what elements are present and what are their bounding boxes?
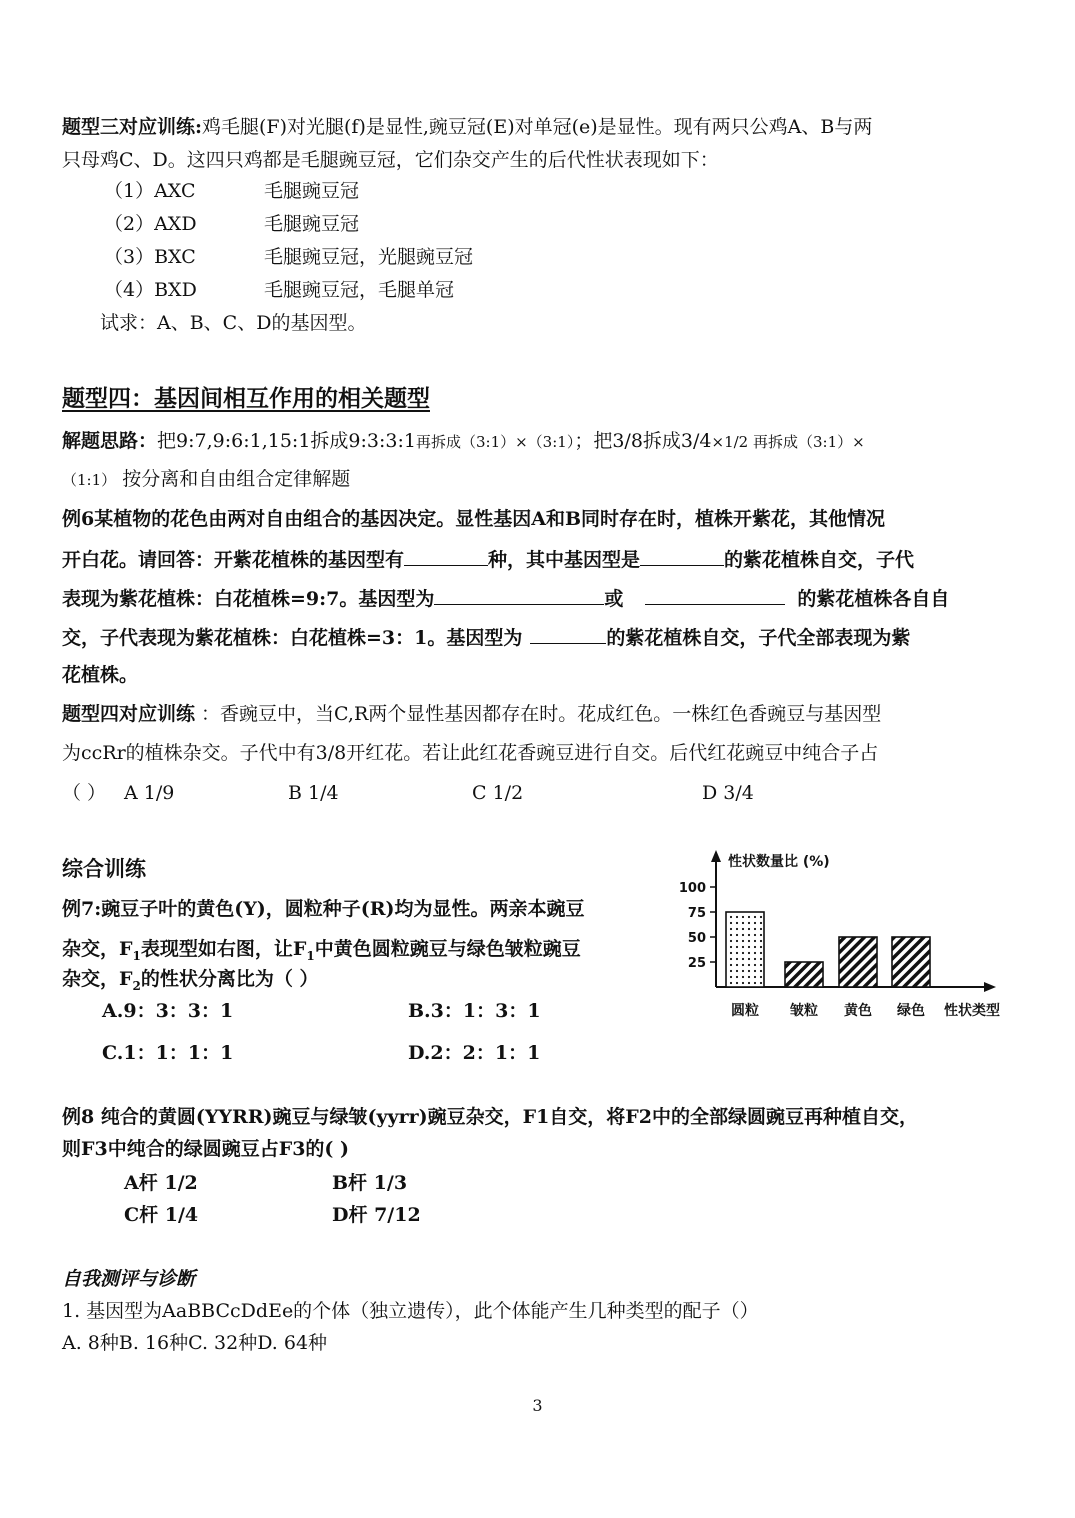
train4-line2: 为ccRr的植株杂交。子代中有3/8开红花。若让此红花香豌豆进行自交。后代红花豌豆中纯合子占 xyxy=(62,742,879,764)
s3-text1: 鸡毛腿(F)对光腿(f)是显性,豌豆冠(E)对单冠(e)是显性。现有两只公鸡A、B与两 xyxy=(202,116,873,138)
tip2-b: 按分离和自由组合定律解题 xyxy=(116,468,351,490)
answer-blank-5[interactable] xyxy=(530,623,606,644)
ex6-l3c: 的紫花植株各自自 xyxy=(797,588,950,610)
ex7-l2a: 杂交，F xyxy=(62,938,133,960)
ex7-option-a: A.9：3：3：1 xyxy=(102,1000,234,1022)
ex6-l3a: 表现为紫花植株：白花植株=9:7。基因型为 xyxy=(62,588,435,610)
option-d: D 3/4 xyxy=(702,782,754,804)
bar-chart xyxy=(680,842,1025,1046)
self-q1: 1. 基因型为AaBBCcDdEe的个体（独立遗传），此个体能产生几种类型的配子（） xyxy=(62,1300,759,1322)
ex7-sub1: 1 xyxy=(132,948,141,963)
cross-result: 毛腿豌豆冠，毛腿单冠 xyxy=(264,279,455,301)
option-c: C 1/2 xyxy=(472,782,524,804)
tip2-a: （1:1） xyxy=(62,471,117,489)
self-q1-options: A. 8种B. 16种C. 32种D. 64种 xyxy=(62,1332,328,1354)
y-axis-arrow xyxy=(711,850,721,862)
ex6-line1: 例6某植物的花色由两对自由组合的基因决定。显性基因A和B同时存在时，植株开紫花，其他情况 xyxy=(62,508,886,530)
answer-blank-4[interactable] xyxy=(645,584,785,605)
ex8-option-b: B杆 1/3 xyxy=(332,1172,408,1194)
tip-head: 解题思路： xyxy=(62,430,158,452)
self-title: 自我测评与诊断 xyxy=(62,1268,196,1290)
tip-d: ×1/2 再拆成（3:1）× xyxy=(711,433,865,451)
ex7-line3 xyxy=(62,966,318,999)
page-number: 3 xyxy=(532,1396,543,1415)
train4-head: 题型四对应训练 xyxy=(62,703,196,725)
cross-label: （2）AXD xyxy=(104,213,197,235)
cross-result: 毛腿豌豆冠，光腿豌豆冠 xyxy=(264,246,474,268)
s3-line1 xyxy=(62,114,872,140)
x-tick-label: 黄色 xyxy=(844,1003,872,1019)
comp-title: 综合训练 xyxy=(62,856,146,881)
cross-result: 毛腿豌豆冠 xyxy=(264,180,360,202)
answer-blank-2[interactable] xyxy=(640,545,724,566)
train4-line3 xyxy=(62,780,106,806)
bar-圆粒 xyxy=(726,912,764,987)
ex6-l2a: 开白花。请回答：开紫花植株的基因型有 xyxy=(62,549,405,571)
ex6-line3 xyxy=(62,584,949,612)
x-axis-label: 性状类型 xyxy=(944,1003,1000,1019)
answer-blank-3[interactable] xyxy=(434,584,604,605)
ex7-l2b: 表现型如右图，让F xyxy=(140,938,307,960)
cross-label: （4）BXD xyxy=(104,279,197,301)
ex6-l4b: 的紫花植株自交，子代全部表现为紫 xyxy=(606,627,911,649)
s4-tip-line2 xyxy=(62,466,350,493)
s4-tip-line1 xyxy=(62,428,865,455)
ex7-option-b: B.3：1：3：1 xyxy=(408,1000,541,1022)
tip-b: 再拆成（3:1）×（3:1） xyxy=(415,433,575,451)
x-axis-arrow xyxy=(984,982,996,992)
bar-黄色 xyxy=(839,937,877,987)
ex6-l4a: 交，子代表现为紫花植株：白花植株=3：1。基因型为 xyxy=(62,627,523,649)
ex8-line2: 则F3中纯合的绿圆豌豆占F3的( ) xyxy=(62,1138,350,1160)
ex6-l2c: 的紫花植株自交，子代 xyxy=(724,549,915,571)
cross-result: 毛腿豌豆冠 xyxy=(264,213,360,235)
x-tick-label: 圆粒 xyxy=(731,1003,759,1019)
ex7-sub3: 2 xyxy=(132,978,141,993)
ex6-l2b: 种，其中基因型是 xyxy=(488,549,641,571)
ex7-l3a: 杂交，F xyxy=(62,968,133,990)
y-tick-label: 50 xyxy=(687,931,706,946)
ex6-l3b: 或 xyxy=(604,588,624,610)
ex8-option-a: A杆 1/2 xyxy=(124,1172,198,1194)
cross-label: （1）AXC xyxy=(104,180,196,202)
answer-blank-1[interactable] xyxy=(404,545,488,566)
ex7-option-d: D.2：2：1：1 xyxy=(408,1042,541,1064)
chart-svg xyxy=(680,842,1025,1042)
ex7-line2 xyxy=(62,936,581,969)
option-a: A 1/9 xyxy=(124,782,175,804)
y-tick-label: 25 xyxy=(687,956,706,971)
s3-line2: 只母鸡C、D。这四只鸡都是毛腿豌豆冠，它们杂交产生的后代性状表现如下： xyxy=(62,149,719,171)
ex6-line4 xyxy=(62,623,910,651)
ex7-l2c: 中黄色圆粒豌豆与绿色皱粒豌豆 xyxy=(314,938,581,960)
ex8-line1: 例8 纯合的黄圆(YYRR)豌豆与绿皱(yyrr)豌豆杂交，F1自交，将F2中的全部绿圆豌豆再种植自交， xyxy=(62,1106,919,1128)
ex7-option-c: C.1：1：1：1 xyxy=(102,1042,234,1064)
ex8-option-d: D杆 7/12 xyxy=(332,1204,421,1226)
s4-title: 题型四：基因间相互作用的相关题型 xyxy=(62,385,430,412)
s3-head: 题型三对应训练: xyxy=(62,116,203,138)
train4-text1: ：香豌豆中，当C,R两个显性基因都存在时。花成红色。一株红色香豌豆与基因型 xyxy=(195,703,882,725)
train4-line1 xyxy=(62,701,881,727)
y-axis-label: 性状数量比 (%) xyxy=(728,854,830,870)
bar-绿色 xyxy=(892,937,930,987)
x-tick-label: 绿色 xyxy=(897,1003,925,1019)
ex8-option-c: C杆 1/4 xyxy=(124,1204,199,1226)
ex6-line5: 花植株。 xyxy=(62,664,139,686)
tip-c: ；把3/8拆成3/4 xyxy=(574,430,712,452)
ex7-line1: 例7:豌豆子叶的黄色(Y)，圆粒种子(R)均为显性。两亲本豌豆 xyxy=(62,898,585,920)
y-tick-label: 75 xyxy=(687,906,706,921)
train4-paren: （ ） xyxy=(62,782,107,804)
tip-a: 把9:7,9:6:1,15:1拆成9:3:3:1 xyxy=(157,430,416,452)
y-tick-label: 100 xyxy=(680,881,706,896)
ex6-line2 xyxy=(62,545,914,573)
bar-皱粒 xyxy=(785,962,823,987)
option-b: B 1/4 xyxy=(288,782,339,804)
s3-ask: 试求：A、B、C、D的基因型。 xyxy=(100,312,367,334)
cross-label: （3）BXC xyxy=(104,246,196,268)
ex7-l3b: 的性状分离比为（ ） xyxy=(140,968,319,990)
ex7-sub2: 1 xyxy=(306,948,315,963)
x-tick-label: 皱粒 xyxy=(790,1003,818,1019)
